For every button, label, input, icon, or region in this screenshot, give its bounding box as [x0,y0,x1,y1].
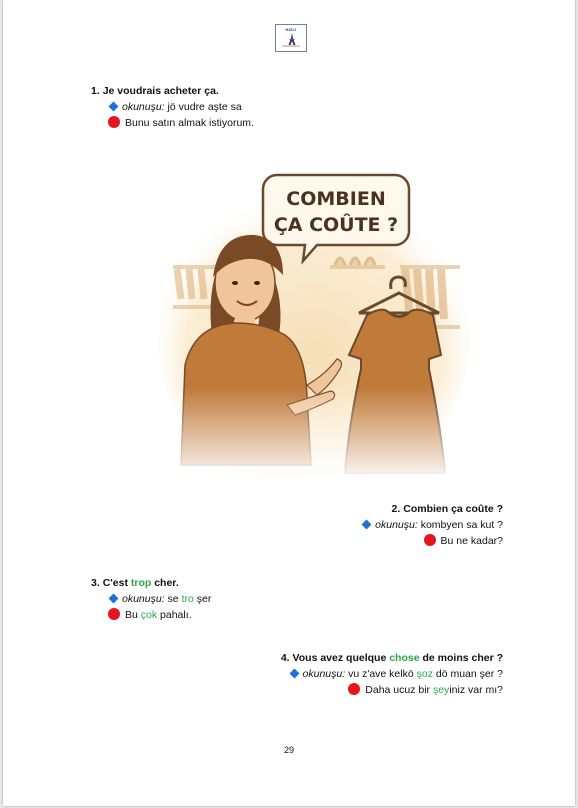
phrase-3-turkish-text-end: pahalı. [157,609,192,621]
phrase-2-french-text: Combien ça coûte ? [403,503,503,515]
phrase-3-turkish-text: Bu [125,609,141,621]
reading-label: okunuşu: [122,593,165,605]
phrase-4-number: 4. [280,652,290,664]
diamond-icon [109,102,119,112]
diamond-icon [109,594,119,604]
phrase-2-reading [361,517,503,533]
phrase-4-french-text: Vous avez quelque [292,652,390,664]
logo-subtext: FRANSIZCA [282,44,300,48]
phrase-3-french-text-end: cher. [151,577,179,589]
phrase-4-turkish-text: Daha ucuz bir [365,684,433,696]
diamond-icon [289,669,299,679]
phrase-3-reading-highlight: tro [181,593,194,605]
phrase-4-turkish [281,682,503,698]
phrase-3-french-text: C'est [102,577,131,589]
phrase-4-reading-highlight: şoz [416,668,433,680]
page [3,0,575,806]
phrase-2-turkish [361,533,503,549]
phrase-4-reading-text: vu z'ave kelkö [348,668,417,680]
phrase-3-turkish-highlight: çok [140,609,158,621]
phrase-1-turkish-text: Bunu satın almak istiyorum. [125,117,254,129]
reading-label: okunuşu: [302,668,346,680]
red-dot-icon [424,534,436,546]
phrase-1 [91,83,254,131]
phrase-2 [361,501,503,549]
phrase-1-reading [91,99,254,115]
phrase-3-number: 3. [91,577,100,589]
phrase-3 [91,575,211,623]
phrase-4-french-text-end: de moins cher ? [419,652,503,664]
red-dot-icon [348,683,360,695]
phrase-1-reading-text: jö vudre aşte sa [167,101,242,113]
phrase-2-turkish-text: Bu ne kadar? [440,535,503,547]
phrase-2-number: 2. [391,503,401,515]
phrase-3-reading-text-end: şer [193,593,212,605]
logo-text: HIZLI [285,27,297,32]
shopping-illustration [155,165,473,483]
reading-label: okunuşu: [122,101,165,113]
phrase-2-french [361,501,503,517]
phrase-3-french [91,575,211,591]
phrase-3-french-highlight: trop [130,577,152,589]
book-logo [275,24,307,52]
red-dot-icon [108,116,120,128]
phrase-1-turkish [91,115,254,131]
phrase-1-number: 1. [91,85,100,97]
phrase-4-french-highlight: chose [389,652,420,664]
phrase-4-turkish-text-end: iniz var mı? [449,684,503,696]
diamond-icon [362,520,372,530]
phrase-4-reading [281,666,503,682]
phrase-3-reading-text: se [167,593,182,605]
phrase-3-reading [91,591,211,607]
red-dot-icon [108,608,120,620]
reading-label: okunuşu: [375,519,418,531]
phrase-4-french [281,650,503,666]
phrase-3-turkish [91,607,211,623]
page-number: 29 [283,745,294,755]
phrase-4 [281,650,503,698]
phrase-1-french [91,83,254,99]
phrase-4-turkish-highlight: şey [432,684,450,696]
phrase-2-reading-text: kombyen sa kut ? [420,519,503,531]
phrase-4-reading-text-end: dö muan şer ? [432,668,503,680]
phrase-1-french-text: Je voudrais acheter ça. [102,85,219,97]
